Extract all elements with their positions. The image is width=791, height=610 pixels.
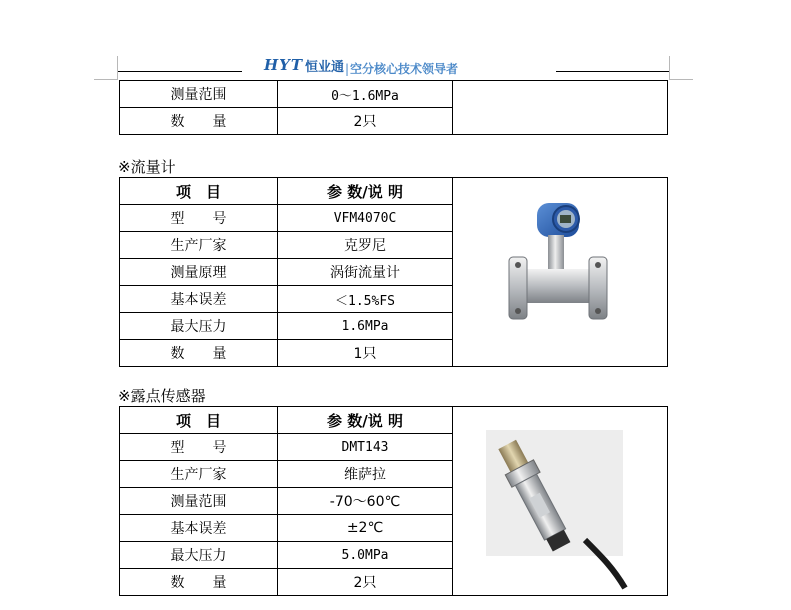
value-cell: DMT143 [278,434,453,461]
logo-mark: HYT [264,56,304,74]
value-cell: 2只 [278,108,453,135]
item-cell: 型 号 [120,434,278,461]
company-logo [264,55,344,75]
value-cell: ±2℃ [278,515,453,542]
value-cell: VFM4070C [278,205,453,232]
item-cell: 基本误差 [120,515,278,542]
header-rule-right [556,71,669,72]
page-corner-mark [117,56,118,80]
section-title-dewpoint: ※露点传感器 [118,387,206,405]
item-cell: 最大压力 [120,313,278,340]
page-corner-mark [94,79,118,80]
page-corner-mark [669,79,693,80]
header-rule-left [118,71,242,72]
item-cell: 测量原理 [120,259,278,286]
page-corner-mark [669,56,670,80]
logo-name: 恒业通 [305,59,345,75]
item-cell: 测量范围 [120,81,278,108]
value-cell: 克罗尼 [278,232,453,259]
flowmeter-image-cell [453,178,668,367]
table-row [120,81,668,108]
value-cell: 1.6MPa [278,313,453,340]
dewpoint-image-cell [453,407,668,596]
value-cell: 0～1.6MPa [278,81,453,108]
item-cell: 生产厂家 [120,461,278,488]
flowmeter-table [119,177,668,367]
dewpoint-sensor-photo-icon [453,408,667,590]
header-param: 参 数/说 明 [278,178,453,205]
image-cell [453,81,668,135]
section-title-flowmeter: ※流量计 [118,158,176,176]
vortex-flowmeter-photo-icon [453,179,667,361]
pressure-table-continued [119,80,668,135]
value-cell: 5.0MPa [278,542,453,569]
header-param: 参 数/说 明 [278,407,453,434]
value-cell: 维萨拉 [278,461,453,488]
dewpoint-table [119,406,668,596]
item-cell: 数 量 [120,569,278,596]
value-cell: ＜1.5%FS [278,286,453,313]
item-cell: 最大压力 [120,542,278,569]
table-header-row [120,407,668,434]
value-cell: 2只 [278,569,453,596]
value-cell: -70～60℃ [278,488,453,515]
header-item: 项 目 [120,407,278,434]
value-cell: 涡街流量计 [278,259,453,286]
company-slogan: |空分核心技术领导者 [345,62,459,76]
item-cell: 测量范围 [120,488,278,515]
item-cell: 数 量 [120,108,278,135]
value-cell: 1只 [278,340,453,367]
item-cell: 型 号 [120,205,278,232]
table-header-row [120,178,668,205]
item-cell: 生产厂家 [120,232,278,259]
header-item: 项 目 [120,178,278,205]
item-cell: 基本误差 [120,286,278,313]
item-cell: 数 量 [120,340,278,367]
